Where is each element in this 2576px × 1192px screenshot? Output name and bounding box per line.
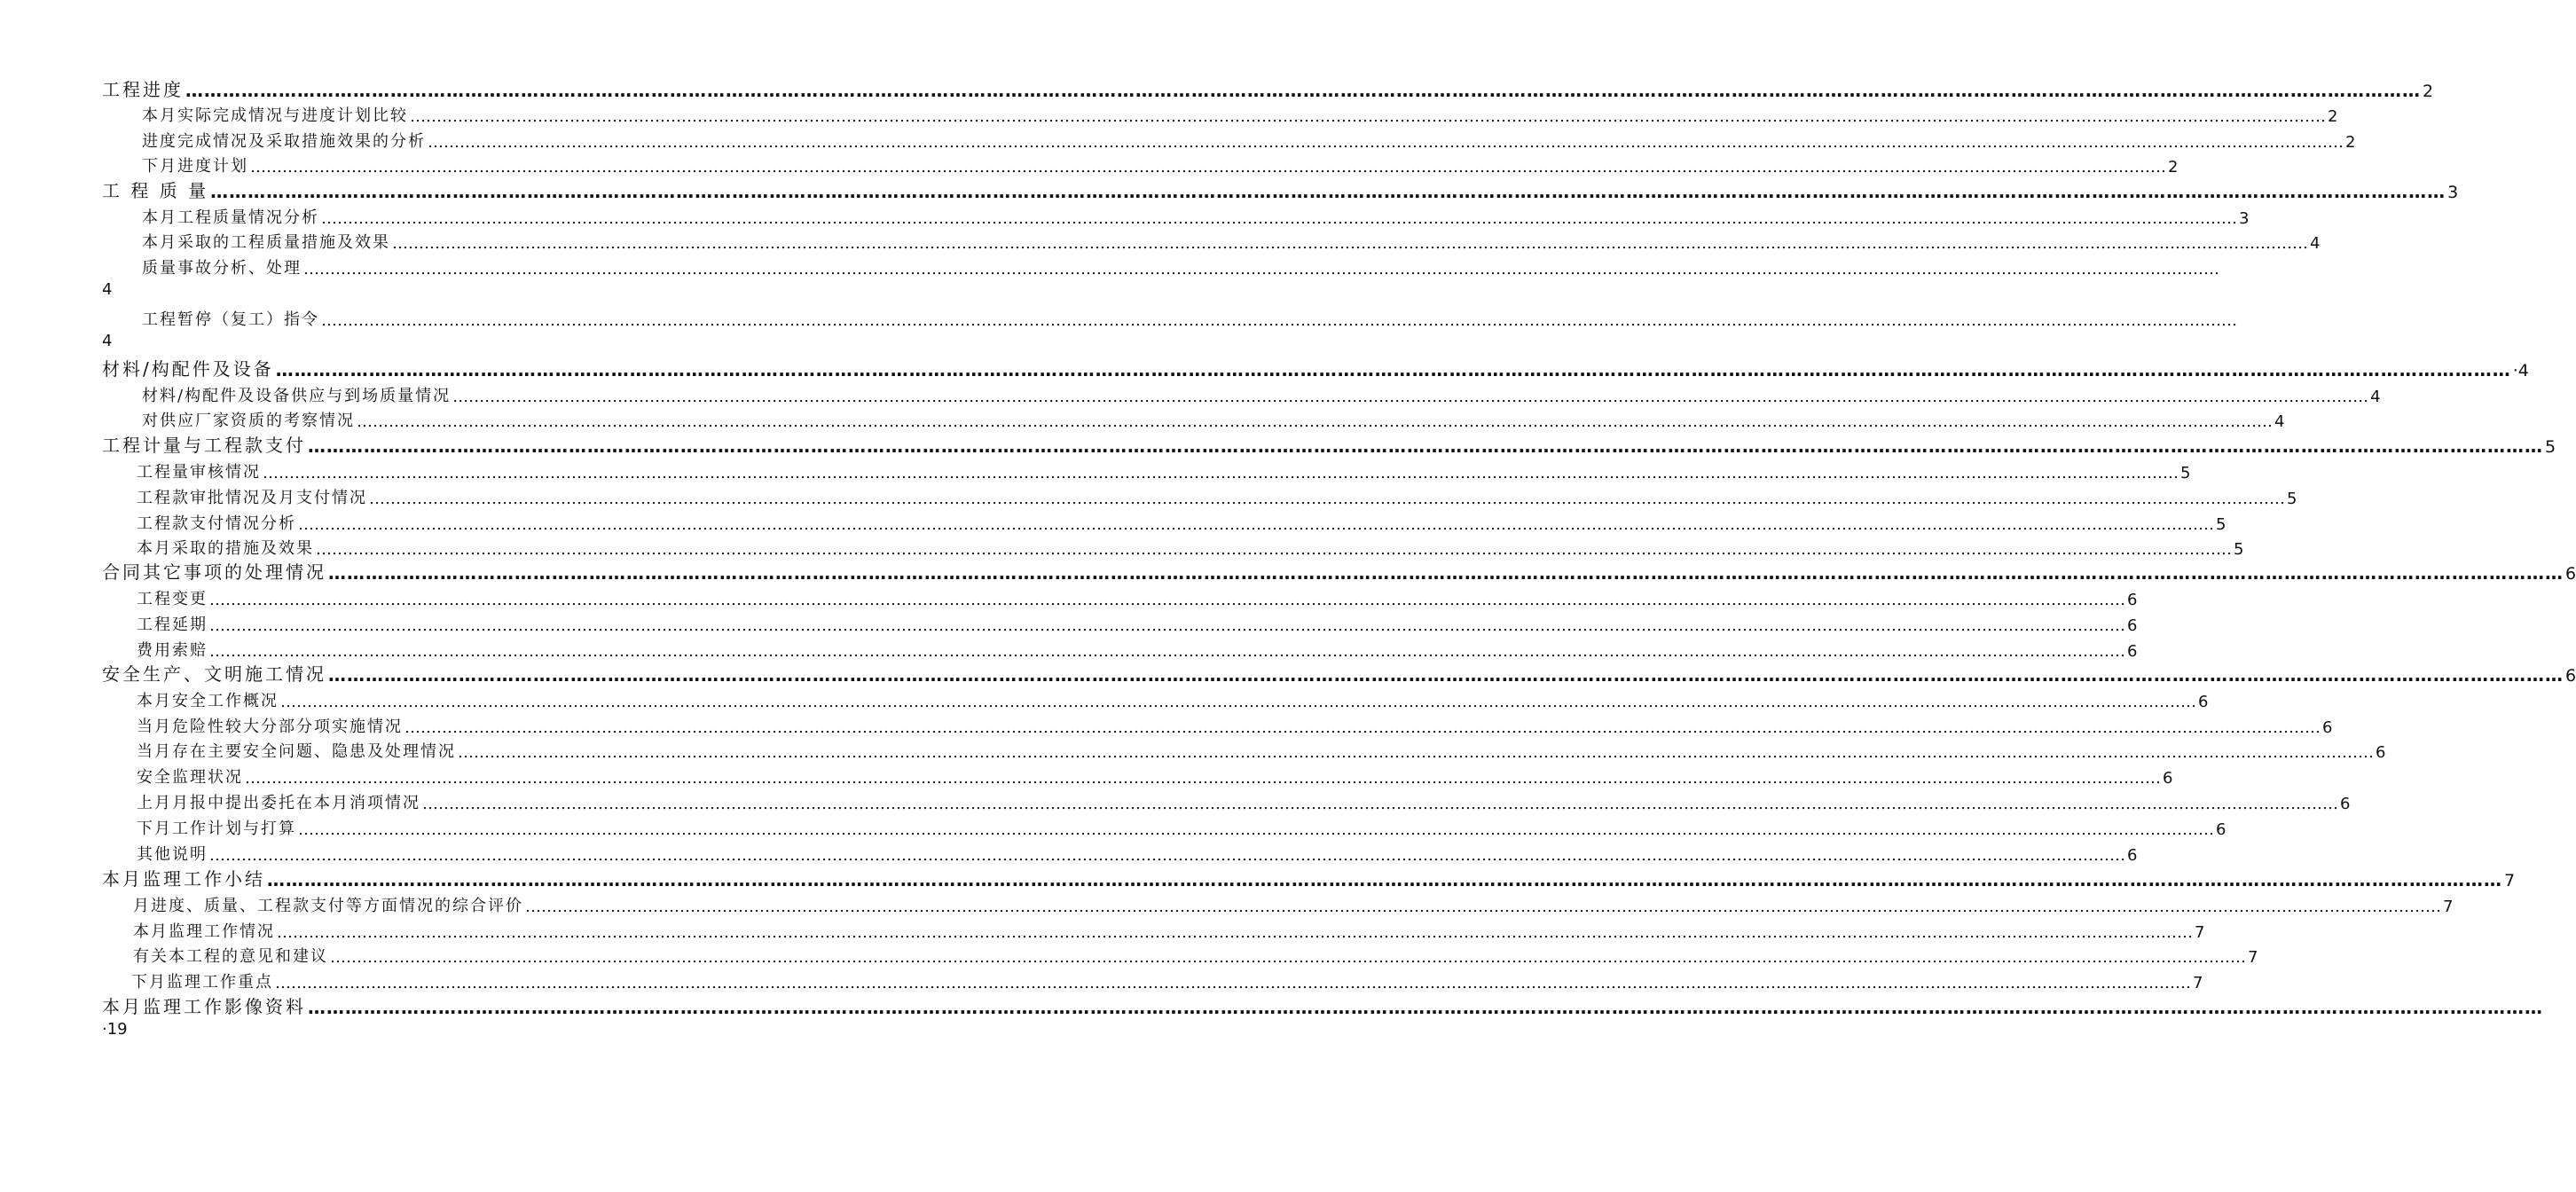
toc-page-number: 3 xyxy=(2239,209,2250,228)
toc-entry-title: 工程款支付情况分析 xyxy=(137,514,296,533)
toc-entry-title: 本月采取的措施及效果 xyxy=(137,539,314,558)
toc-section-entry[interactable] xyxy=(102,177,2459,202)
toc-subsection-entry[interactable] xyxy=(137,483,2297,508)
dot-leader: ……………………………………………………………………………………………………………………………………………………………………………………………………………………………………………………………………………………………………………………………… xyxy=(410,107,2326,126)
toc-page-number: ·4 xyxy=(2512,361,2529,380)
toc-entry-title: 本月监理工作情况 xyxy=(133,922,275,941)
dot-leader: ……………………………………………………………………………………………………………………………………………………………………………………………………………………………………………………………………………………………………………………………… xyxy=(357,412,2273,431)
toc-subsection-entry[interactable] xyxy=(131,968,2203,992)
dot-leader: ……………………………………………………………………………………………………………………………………………………………………………………………………………………………………………………………………………………………………………………………… xyxy=(321,209,2237,228)
toc-subsection-entry[interactable] xyxy=(137,840,2138,865)
dot-leader: ……………………………………………………………………………………………………………………………………………………………………………………………………………………………………………………………………………………………………………………………… xyxy=(308,997,2543,1018)
toc-page-number: 6 xyxy=(2322,718,2333,737)
toc-entry-title: 安全生产、文明施工情况 xyxy=(102,663,326,685)
toc-page-number: 4 xyxy=(2310,234,2321,253)
toc-entry-title: 下月进度计划 xyxy=(142,157,248,176)
toc-entry-title: 本月工程质量情况分析 xyxy=(142,208,319,227)
toc-subsection-entry[interactable] xyxy=(137,509,2227,534)
toc-page-number: 6 xyxy=(2127,846,2138,865)
dot-leader: ……………………………………………………………………………………………………………………………………………………………………………………………………………………………………………………………………………………………………………………………… xyxy=(250,158,2166,176)
toc-page-number: 6 xyxy=(2565,666,2576,686)
toc-entry-title: 有关本工程的意见和建议 xyxy=(133,947,328,966)
toc-page-number: 4 xyxy=(2370,388,2381,406)
toc-subsection-entry[interactable] xyxy=(137,610,2138,635)
toc-entry-title: 材料/构配件及设备供应与到场质量情况 xyxy=(142,387,452,405)
toc-page-number: 7 xyxy=(2193,974,2203,992)
toc-page-number: 4 xyxy=(2274,412,2285,431)
toc-subsection-entry[interactable] xyxy=(137,737,2386,762)
toc-entry-title: 本月监理工作小结 xyxy=(102,868,265,890)
toc-entry-title: 工程延期 xyxy=(137,616,208,634)
toc-page-number: 4 xyxy=(102,332,113,350)
toc-page-number: 7 xyxy=(2443,898,2454,916)
toc-entry-title: 本月实际完成情况与进度计划比较 xyxy=(142,106,408,125)
toc-page-number: 2 xyxy=(2328,107,2338,126)
dot-leader: ……………………………………………………………………………………………………………………………………………………………………………………………………………………………………………………………………………………………………………………………… xyxy=(275,359,2511,380)
toc-page-number: 6 xyxy=(2127,591,2138,609)
toc-entry-title: 本月监理工作影像资料 xyxy=(102,996,306,1017)
toc-entry-title: 工程变更 xyxy=(137,590,208,608)
dot-leader: ……………………………………………………………………………………………………………………………………………………………………………………………………………………………………………………………………………………………………………………………… xyxy=(321,311,2237,330)
toc-page-number: 6 xyxy=(2127,642,2138,661)
toc-subsection-entry[interactable] xyxy=(133,917,2205,942)
dot-leader: ……………………………………………………………………………………………………………………………………………………………………………………………………………………………………………………………………………………………………………………………… xyxy=(298,515,2214,534)
toc-subsection-entry[interactable] xyxy=(133,891,2454,916)
toc-subsection-entry[interactable] xyxy=(142,305,2237,330)
toc-entry-title: 质量事故分析、处理 xyxy=(142,259,302,278)
toc-entry-title: 工程计量与工程款支付 xyxy=(102,435,306,456)
toc-subsection-entry[interactable] xyxy=(137,788,2351,813)
dot-leader: ……………………………………………………………………………………………………………………………………………………………………………………………………………………………………………………………………………………………………………………………… xyxy=(209,642,2125,661)
dot-leader: ……………………………………………………………………………………………………………………………………………………………………………………………………………………………………………………………………………………………………………………………… xyxy=(369,490,2285,508)
toc-page-number: 6 xyxy=(2163,769,2173,788)
dot-leader: ……………………………………………………………………………………………………………………………………………………………………………………………………………………………………………………………………………………………………………………………… xyxy=(209,591,2125,609)
dot-leader: ……………………………………………………………………………………………………………………………………………………………………………………………………………………………………………………………………………………………………………………………… xyxy=(263,464,2179,482)
dot-leader: ……………………………………………………………………………………………………………………………………………………………………………………………………………………………………………………………………………………………………………………………… xyxy=(275,974,2191,992)
toc-subsection-entry[interactable] xyxy=(137,814,2227,839)
toc-entry-title: 进度完成情况及采取措施效果的分析 xyxy=(142,132,426,151)
toc-subsection-entry[interactable] xyxy=(137,686,2209,711)
toc-subsection-entry[interactable] xyxy=(137,636,2138,661)
toc-section-entry[interactable] xyxy=(102,76,2434,101)
toc-page-number: 5 xyxy=(2287,490,2297,508)
toc-subsection-entry[interactable] xyxy=(137,712,2333,737)
dot-leader: ……………………………………………………………………………………………………………………………………………………………………………………………………………………………………………………………………………………………………………………………… xyxy=(458,743,2374,762)
dot-leader: ……………………………………………………………………………………………………………………………………………………………………………………………………………………………………………………………………………………………………………………………… xyxy=(210,181,2446,202)
toc-section-entry[interactable] xyxy=(102,993,2543,1018)
toc-page-number: 6 xyxy=(2340,795,2351,813)
toc-page-number: 5 xyxy=(2216,515,2227,534)
toc-section-entry[interactable] xyxy=(102,661,2576,686)
toc-subsection-entry[interactable] xyxy=(142,228,2321,253)
toc-entry-title: 工程量审核情况 xyxy=(137,463,261,482)
dot-leader: ……………………………………………………………………………………………………………………………………………………………………………………………………………………………………………………………………………………………………………………………… xyxy=(330,948,2246,967)
toc-page-number: 7 xyxy=(2195,923,2205,942)
toc-subsection-entry[interactable] xyxy=(137,763,2173,788)
toc-entry-title: 本月采取的工程质量措施及效果 xyxy=(142,233,390,252)
dot-leader: ……………………………………………………………………………………………………………………………………………………………………………………………………………………………………………………………………………………………………………………………… xyxy=(404,718,2321,737)
toc-subsection-entry[interactable] xyxy=(142,127,2356,152)
toc-entry-title: 上月月报中提出委托在本月消项情况 xyxy=(137,794,420,812)
dot-leader: ……………………………………………………………………………………………………………………………………………………………………………………………………………………………………………………………………………………………………………………………… xyxy=(209,846,2125,865)
toc-page-number: 7 xyxy=(2504,871,2516,890)
toc-entry-title: 费用索赔 xyxy=(137,641,208,660)
dot-leader: ……………………………………………………………………………………………………………………………………………………………………………………………………………………………………………………………………………………………………………………………… xyxy=(316,540,2232,559)
toc-page-number: 5 xyxy=(2234,540,2244,559)
toc-entry-title: 安全监理状况 xyxy=(137,768,243,787)
toc-page-number: 7 xyxy=(2248,948,2258,967)
toc-entry-title: 工 程 质 量 xyxy=(102,180,209,201)
toc-subsection-entry[interactable] xyxy=(137,584,2138,609)
toc-page-number: 3 xyxy=(2447,183,2459,202)
dot-leader: ……………………………………………………………………………………………………………………………………………………………………………………………………………………………………………………………………………………………………………………………… xyxy=(277,923,2193,942)
toc-page-number: 5 xyxy=(2180,464,2191,482)
toc-subsection-entry[interactable] xyxy=(133,942,2258,967)
toc-entry-title: 当月存在主要安全问题、隐患及处理情况 xyxy=(137,742,456,761)
toc-page-number: 6 xyxy=(2216,820,2227,839)
toc-entry-title: 本月安全工作概况 xyxy=(137,692,279,710)
dot-leader: ……………………………………………………………………………………………………………………………………………………………………………………………………………………………………………………………………………………………………………………………… xyxy=(298,820,2214,839)
toc-entry-title: 材料/构配件及设备 xyxy=(102,358,274,380)
toc-entry-title: 合同其它事项的处理情况 xyxy=(102,561,326,583)
toc-page-number: 2 xyxy=(2345,133,2356,152)
toc-entry-title: 下月监理工作重点 xyxy=(131,973,273,992)
toc-entry-title: 工程进度 xyxy=(102,79,184,100)
dot-leader: ……………………………………………………………………………………………………………………………………………………………………………………………………………………………………………………………………………………………………………………………… xyxy=(280,693,2196,711)
toc-entry-title: 工程暂停（复工）指令 xyxy=(142,310,319,329)
dot-leader: ……………………………………………………………………………………………………………………………………………………………………………………………………………………………………………………………………………………………………………………………… xyxy=(428,133,2344,152)
toc-page-number: 6 xyxy=(2127,616,2138,635)
toc-entry-title: 下月工作计划与打算 xyxy=(137,820,296,838)
toc-subsection-entry[interactable] xyxy=(137,534,2244,559)
toc-section-entry[interactable] xyxy=(102,356,2529,380)
dot-leader: ……………………………………………………………………………………………………………………………………………………………………………………………………………………………………………………………………………………………………………………………… xyxy=(525,898,2441,916)
toc-entry-title: 当月危险性较大分部分项实施情况 xyxy=(137,718,403,736)
toc-page-number: 2 xyxy=(2168,158,2179,176)
toc-entry-title: 对供应厂家资质的考察情况 xyxy=(142,412,355,430)
dot-leader: ……………………………………………………………………………………………………………………………………………………………………………………………………………………………………………………………………………………………………………………………… xyxy=(328,664,2564,686)
toc-page-number: 6 xyxy=(2565,564,2576,584)
toc-section-entry[interactable] xyxy=(102,866,2516,890)
toc-section-entry[interactable] xyxy=(102,559,2576,584)
dot-leader: ……………………………………………………………………………………………………………………………………………………………………………………………………………………………………………………………………………………………………………………………… xyxy=(185,80,2421,101)
toc-subsection-entry[interactable] xyxy=(137,458,2191,482)
toc-entry-title: 月进度、质量、工程款支付等方面情况的综合评价 xyxy=(133,897,523,915)
toc-subsection-entry[interactable] xyxy=(142,101,2338,126)
toc-subsection-entry[interactable] xyxy=(142,381,2381,406)
dot-leader: ……………………………………………………………………………………………………………………………………………………………………………………………………………………………………………………………………………………………………………………………… xyxy=(328,562,2564,584)
dot-leader: ……………………………………………………………………………………………………………………………………………………………………………………………………………………………………………………………………………………………………………………………… xyxy=(209,616,2125,635)
dot-leader: ……………………………………………………………………………………………………………………………………………………………………………………………………………………………………………………………………………………………………………………………… xyxy=(308,435,2543,457)
dot-leader: ……………………………………………………………………………………………………………………………………………………………………………………………………………………………………………………………………………………………………………………………… xyxy=(245,769,2161,788)
toc-entry-title: 其他说明 xyxy=(137,845,208,864)
toc-subsection-entry[interactable] xyxy=(142,152,2179,176)
toc-page-number: 6 xyxy=(2376,743,2386,762)
toc-page-number: ·19 xyxy=(102,1020,128,1039)
toc-section-entry[interactable] xyxy=(102,432,2556,457)
toc-page-number: 6 xyxy=(2198,693,2209,711)
toc-subsection-entry[interactable] xyxy=(142,406,2285,431)
toc-page-number: 5 xyxy=(2545,437,2556,457)
dot-leader: ……………………………………………………………………………………………………………………………………………………………………………………………………………………………………………………………………………………………………………………………… xyxy=(422,795,2338,813)
toc-page-number: 2 xyxy=(2423,82,2434,101)
dot-leader: ……………………………………………………………………………………………………………………………………………………………………………………………………………………………………………………………………………………………………………………………… xyxy=(392,234,2308,253)
toc-entry-title: 工程款审批情况及月支付情况 xyxy=(137,489,367,507)
dot-leader: ……………………………………………………………………………………………………………………………………………………………………………………………………………………………………………………………………………………………………………………………… xyxy=(267,869,2502,890)
dot-leader: ……………………………………………………………………………………………………………………………………………………………………………………………………………………………………………………………………………………………………………………………… xyxy=(452,388,2369,406)
dot-leader: ……………………………………………………………………………………………………………………………………………………………………………………………………………………………………………………………………………………………………………………………… xyxy=(303,260,2219,278)
toc-subsection-entry[interactable] xyxy=(142,254,2219,278)
toc-subsection-entry[interactable] xyxy=(142,203,2250,228)
toc-page-number: 4 xyxy=(102,280,113,299)
